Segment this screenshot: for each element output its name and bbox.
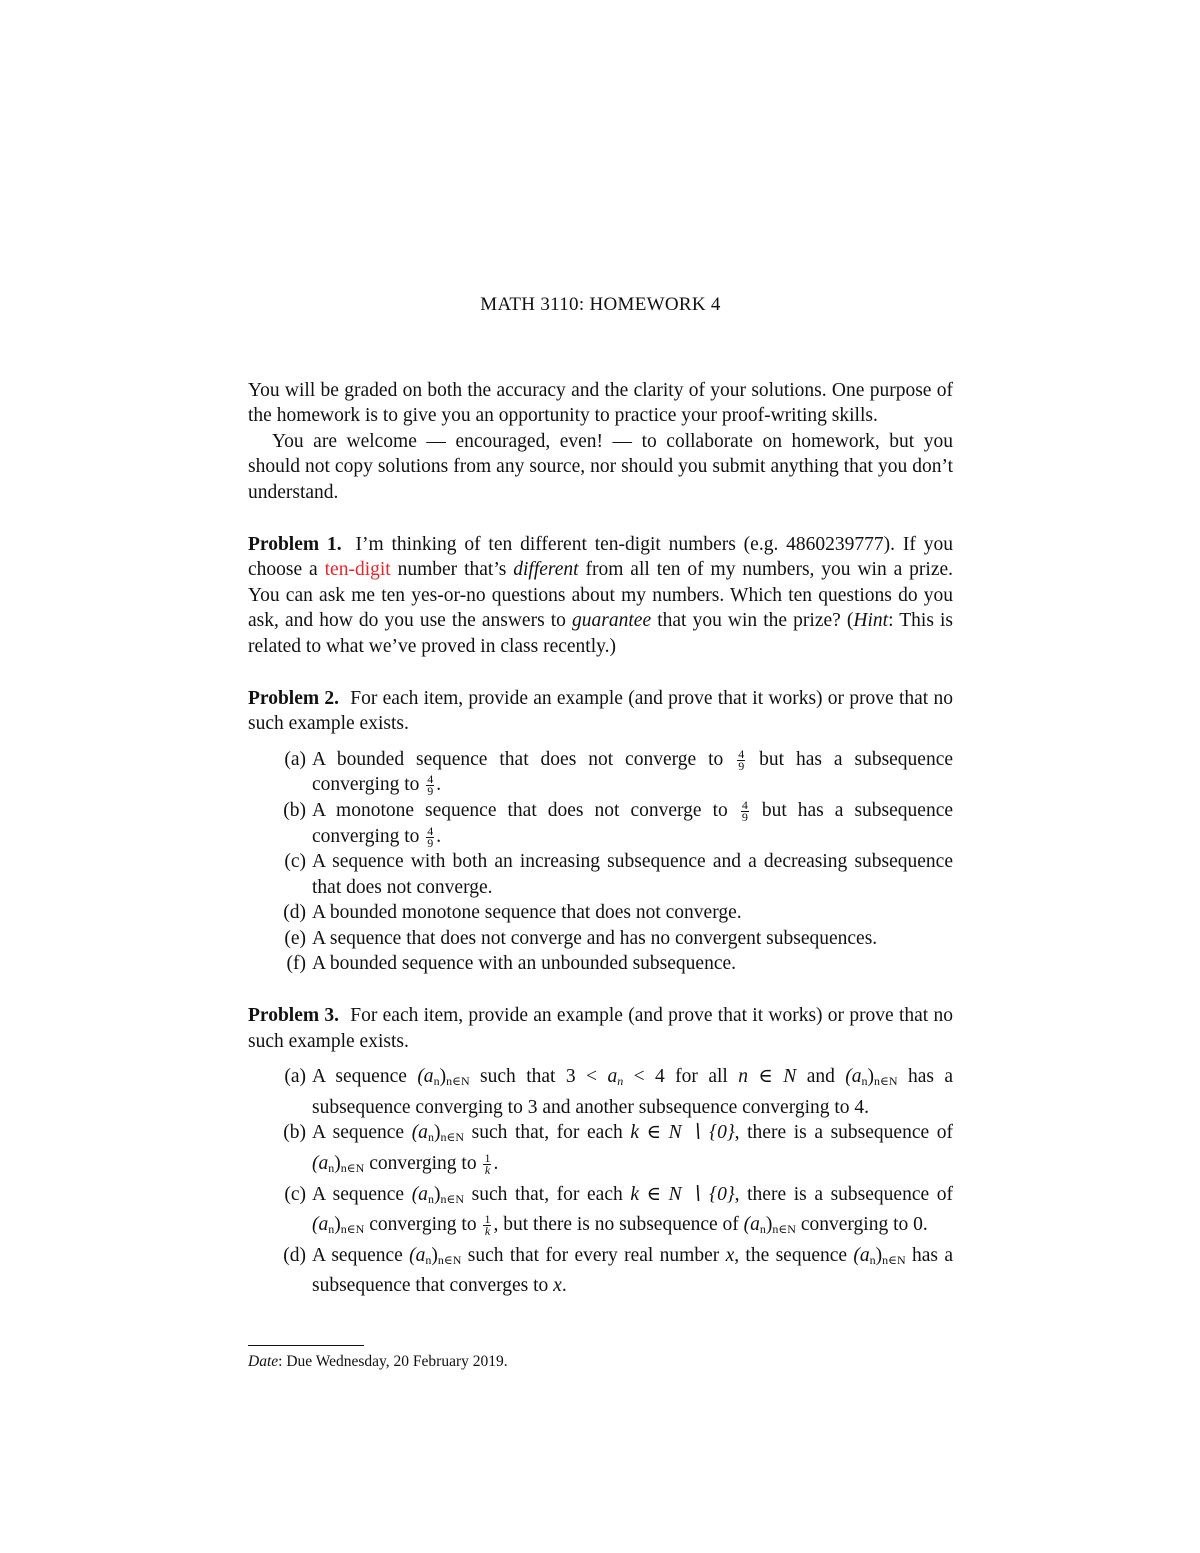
list-item xyxy=(248,1064,953,1120)
list-item xyxy=(248,1120,953,1181)
seq-subscript: n xyxy=(759,1222,766,1237)
frac-num: 4 xyxy=(427,823,434,838)
seq-open: (a xyxy=(409,1244,426,1266)
item-text: . xyxy=(436,825,442,847)
seq-subscript: n xyxy=(869,1252,876,1267)
item-label: (e) xyxy=(284,927,306,949)
seq-index: n∈N xyxy=(340,1161,365,1176)
item-label: (c) xyxy=(284,851,306,873)
seq-close: ) xyxy=(433,1122,441,1144)
item-label: (d) xyxy=(283,902,306,924)
seq-close: ) xyxy=(875,1244,883,1266)
seq-close: ) xyxy=(334,1214,341,1236)
math-term: x xyxy=(553,1275,562,1297)
intro-paragraph-2: You are welcome — encouraged, even! — to collaborate on homework, but you should not copy solutions from any source, nor should you submit anything that you don’t understand. xyxy=(248,430,953,503)
problem-3-label: Problem 3. xyxy=(248,1005,340,1027)
math-term: k ∈ N ∖ {0} xyxy=(630,1122,735,1144)
seq-index: n∈N xyxy=(440,1191,464,1206)
item-label: (b) xyxy=(283,1122,306,1144)
seq-close: ) xyxy=(439,1066,447,1088)
sequence-notation xyxy=(744,1214,796,1235)
seq-close: ) xyxy=(433,1183,441,1205)
seq-close: ) xyxy=(765,1214,773,1236)
problem-2 xyxy=(248,686,953,737)
seq-open: (a xyxy=(312,1214,329,1236)
seq-index: n∈N xyxy=(340,1222,365,1237)
list-item xyxy=(248,798,953,849)
sequence-notation xyxy=(312,1214,364,1235)
item-text: . xyxy=(561,1275,567,1297)
item-text: A bounded sequence with an unbounded subsequence. xyxy=(312,953,737,975)
problem-1-text: from all ten of my numbers, you win a prize. You can ask me ten yes-or-no questions about my numbers. Which ten questions do you ask, and how do you use the answers to xyxy=(248,559,954,632)
item-text: such that 3 < xyxy=(480,1066,598,1088)
seq-close: ) xyxy=(431,1244,438,1266)
problem-1-text: : This is related to what we’ve proved in class recently.) xyxy=(248,610,954,657)
item-label: (d) xyxy=(283,1244,306,1266)
seq-index: n∈N xyxy=(874,1074,898,1089)
seq-subscript: n xyxy=(427,1191,434,1206)
fraction xyxy=(426,823,434,850)
frac-num: 1 xyxy=(484,1151,491,1166)
sequence-notation xyxy=(853,1245,905,1266)
list-item xyxy=(248,951,953,977)
math-term: n ∈ N xyxy=(738,1066,797,1088)
emphasis-different: different xyxy=(513,559,579,581)
item-text: A sequence that does not converge and has no convergent subsequences. xyxy=(312,927,878,949)
problem-1-text: I’m thinking of ten different ten-digit numbers (e.g. 4860239777). If you choose a xyxy=(248,533,953,581)
math-term: k ∈ N ∖ {0} xyxy=(630,1183,735,1205)
item-text: but has a subsequence converging to xyxy=(312,748,954,796)
sequence-notation xyxy=(412,1184,464,1205)
seq-close: ) xyxy=(867,1066,875,1088)
item-label: (b) xyxy=(283,799,306,821)
item-text: converging to xyxy=(369,1153,477,1175)
sequence-notation xyxy=(409,1245,461,1266)
seq-subscript: n xyxy=(328,1222,335,1237)
problem-3-items xyxy=(248,1064,953,1299)
seq-close: ) xyxy=(334,1153,341,1175)
hint-label: Hint xyxy=(853,610,889,632)
item-text: converging to 0. xyxy=(800,1214,928,1236)
seq-subscript: n xyxy=(427,1130,434,1145)
list-item xyxy=(248,1243,953,1299)
fraction xyxy=(426,774,434,797)
list-item xyxy=(248,849,953,900)
item-text: A sequence xyxy=(312,1244,403,1266)
problem-3-intro: For each item, provide an example (and prove that it works) or prove that no such example exists. xyxy=(248,1005,953,1052)
item-text: . xyxy=(493,1153,499,1175)
seq-open: (a xyxy=(312,1153,329,1175)
item-label: (f) xyxy=(286,953,306,975)
item-text: but has a subsequence converging to xyxy=(312,799,954,847)
item-text: , the sequence xyxy=(734,1244,848,1266)
math-term: $a_n$ xyxy=(607,1066,624,1089)
frac-num: 4 xyxy=(741,797,748,812)
frac-den: 9 xyxy=(738,758,745,773)
item-text: A sequence xyxy=(312,1066,407,1088)
list-item xyxy=(248,926,953,952)
problem-3 xyxy=(248,1003,953,1054)
sequence-notation xyxy=(845,1066,897,1087)
seq-index: n∈N xyxy=(440,1130,464,1145)
item-text: A sequence xyxy=(312,1183,405,1205)
homework-page xyxy=(248,292,953,1299)
list-item xyxy=(248,747,953,798)
sequence-notation xyxy=(412,1122,464,1143)
footnote-label: Date xyxy=(248,1353,279,1370)
seq-subscript: n xyxy=(328,1161,335,1176)
problem-2-label: Problem 2. xyxy=(248,687,340,709)
item-text: such that, for each xyxy=(471,1122,623,1144)
sequence-notation xyxy=(312,1153,364,1174)
page-title: MATH 3110: HOMEWORK 4 xyxy=(480,294,721,315)
seq-subscript: n xyxy=(861,1074,868,1089)
item-label: (c) xyxy=(284,1183,306,1205)
frac-num: 4 xyxy=(738,746,745,761)
item-text: has a subsequence that converges to xyxy=(312,1244,953,1297)
footnote-text: : Due Wednesday, 20 February 2019. xyxy=(278,1353,508,1370)
frac-den: 9 xyxy=(741,809,748,824)
fraction xyxy=(483,1214,491,1237)
sequence-notation xyxy=(417,1066,469,1087)
fraction xyxy=(737,746,745,773)
item-text: A sequence with both an increasing subsequence and a decreasing subsequence that does not converge. xyxy=(312,851,953,898)
item-text: , there is a subsequence of xyxy=(734,1183,953,1205)
item-text: converging to xyxy=(369,1214,477,1236)
subscript: n xyxy=(617,1074,624,1089)
frac-den: 9 xyxy=(427,784,434,799)
math-term: x xyxy=(725,1244,735,1266)
list-item xyxy=(248,1182,953,1243)
problem-2-intro: For each item, provide an example (and prove that it works) or prove that no such example exists. xyxy=(248,687,953,735)
item-text: , but there is no subsequence of xyxy=(493,1214,739,1236)
item-label: (a) xyxy=(284,1066,306,1088)
problem-1-label: Problem 1. xyxy=(248,533,342,555)
fraction xyxy=(483,1153,491,1176)
intro-paragraph-1: You will be graded on both the accuracy and the clarity of your solutions. One purpose of the homework is to give you an opportunity to practice your proof-writing skills. xyxy=(248,379,953,427)
ten-digit-link[interactable]: ten-digit xyxy=(324,559,391,581)
seq-subscript: n xyxy=(433,1074,440,1089)
seq-open: (a xyxy=(411,1183,428,1205)
item-text: . xyxy=(436,774,442,796)
footnote xyxy=(248,1352,508,1372)
frac-den: k xyxy=(484,1224,491,1239)
item-label: (a) xyxy=(284,748,306,770)
list-item xyxy=(248,900,953,926)
problem-1-text: that you win the prize? ( xyxy=(657,610,854,632)
footnote-rule xyxy=(248,1345,364,1346)
frac-den: k xyxy=(484,1163,491,1178)
problem-2-items xyxy=(248,747,953,977)
fraction xyxy=(741,797,749,824)
frac-den: 9 xyxy=(427,835,434,850)
item-text: A bounded monotone sequence that does not converge. xyxy=(312,902,742,924)
frac-num: 1 xyxy=(484,1212,491,1227)
seq-open: (a xyxy=(417,1066,434,1088)
seq-index: n∈N xyxy=(446,1074,470,1089)
item-text: such that, for each xyxy=(471,1183,623,1205)
item-text: such that for every real number xyxy=(467,1244,720,1266)
seq-index: n∈N xyxy=(772,1222,796,1237)
problem-1-text: number that’s xyxy=(397,559,507,581)
item-text: and xyxy=(806,1066,835,1088)
frac-num: 4 xyxy=(427,772,434,787)
item-text: has a subsequence converging to 3 and another subsequence converging to 4. xyxy=(312,1066,954,1118)
item-text: A bounded sequence that does not converge to xyxy=(312,748,724,770)
item-text: < 4 for all xyxy=(633,1066,728,1088)
problem-1 xyxy=(248,532,953,660)
seq-open: (a xyxy=(411,1122,428,1144)
item-text: , there is a subsequence of xyxy=(734,1122,953,1144)
item-text: A sequence xyxy=(312,1122,405,1144)
seq-open: (a xyxy=(845,1066,862,1088)
seq-open: (a xyxy=(853,1244,870,1266)
item-text: A monotone sequence that does not converge to xyxy=(312,799,728,821)
seq-index: n∈N xyxy=(437,1252,462,1267)
seq-subscript: n xyxy=(425,1252,432,1267)
emphasis-guarantee: guarantee xyxy=(572,610,652,632)
seq-open: (a xyxy=(743,1214,760,1236)
seq-index: n∈N xyxy=(882,1252,906,1267)
